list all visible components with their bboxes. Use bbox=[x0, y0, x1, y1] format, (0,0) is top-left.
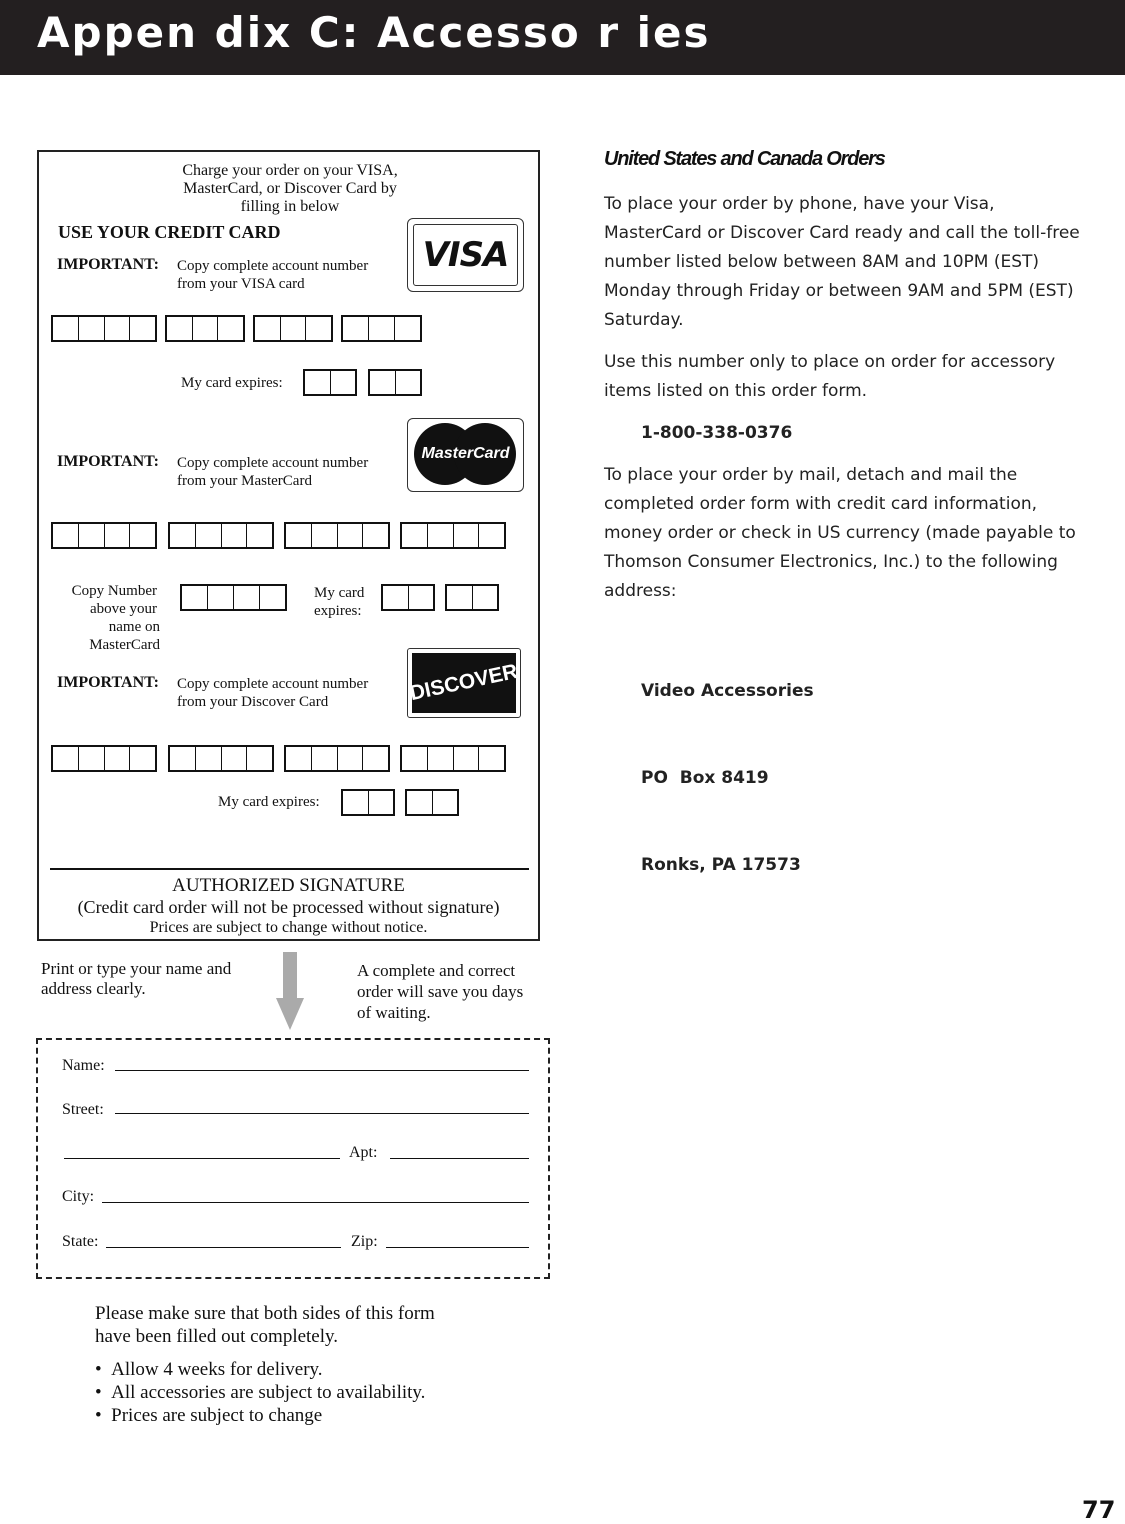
visa-logo bbox=[407, 218, 524, 292]
apt-label: Apt: bbox=[349, 1144, 378, 1161]
mastercard-important-label: IMPORTANT: bbox=[57, 453, 159, 470]
visa-number-group-1[interactable] bbox=[51, 315, 157, 342]
mastercard-expires-label: My card expires: bbox=[314, 585, 365, 619]
visa-number-group-2[interactable] bbox=[165, 315, 245, 342]
mastercard-copy-number-box[interactable] bbox=[180, 584, 287, 611]
page-number: 77 bbox=[1082, 1496, 1116, 1524]
visa-wordmark: VISA bbox=[422, 235, 509, 275]
list-item: • All accessories are subject to availability. bbox=[95, 1382, 426, 1403]
apt-field[interactable] bbox=[390, 1158, 529, 1159]
copy-number-label: Copy Number above your name on MasterCard bbox=[71, 583, 160, 653]
orders-heading: United States and Canada Orders bbox=[604, 148, 885, 170]
mastercard-number-group-3[interactable] bbox=[284, 522, 390, 549]
mastercard-expires-month[interactable] bbox=[381, 584, 435, 611]
city-field[interactable] bbox=[102, 1202, 529, 1203]
print-note: Print or type your name and address clearly. bbox=[41, 959, 232, 998]
city-label: City: bbox=[62, 1188, 95, 1205]
visa-important-label: IMPORTANT: bbox=[57, 256, 159, 273]
mastercard-logo bbox=[407, 418, 524, 492]
zip-label: Zip: bbox=[351, 1233, 378, 1250]
visa-expires-month[interactable] bbox=[303, 369, 357, 396]
discover-important-label: IMPORTANT: bbox=[57, 674, 159, 691]
mail-paragraph: To place your order by mail, detach and mail the completed order form with credit card information, money order or check in US currency (made payable to Thomson Consumer Electronics, Inc.) to the following address: bbox=[604, 465, 1076, 601]
list-item: • Prices are subject to change bbox=[95, 1405, 323, 1426]
mastercard-expires-year[interactable] bbox=[445, 584, 499, 611]
complete-note: A complete and correct order will save you days of waiting. bbox=[357, 961, 524, 1022]
discover-instruction: Copy complete account number from your Discover Card bbox=[177, 676, 369, 710]
visa-instruction: Copy complete account number from your VISA card bbox=[177, 258, 369, 292]
signature-line[interactable] bbox=[50, 868, 529, 870]
price-note: Prices are subject to change without notice. bbox=[149, 919, 428, 936]
signature-title: AUTHORIZED SIGNATURE bbox=[172, 875, 405, 896]
discover-logo bbox=[407, 648, 521, 718]
name-label: Name: bbox=[62, 1057, 105, 1074]
mastercard-wordmark: MasterCard bbox=[421, 445, 510, 462]
visa-expires-label: My card expires: bbox=[181, 375, 283, 391]
discover-expires-label: My card expires: bbox=[218, 794, 320, 810]
arrow-down-icon bbox=[272, 952, 308, 1032]
delivery-notes bbox=[95, 1358, 425, 1427]
mastercard-number-group-4[interactable] bbox=[400, 522, 506, 549]
discover-expires-year[interactable] bbox=[405, 789, 459, 816]
street-label: Street: bbox=[62, 1101, 104, 1118]
zip-field[interactable] bbox=[386, 1247, 529, 1248]
state-field[interactable] bbox=[106, 1247, 341, 1248]
name-field[interactable] bbox=[115, 1070, 529, 1071]
discover-wordmark: DISCOVER bbox=[407, 659, 520, 706]
street-line-2-field[interactable] bbox=[64, 1158, 340, 1159]
list-item: • Allow 4 weeks for delivery. bbox=[95, 1359, 323, 1380]
page-title: Appen dix C: Accesso r ies bbox=[37, 8, 711, 57]
visa-number-group-4[interactable] bbox=[341, 315, 422, 342]
street-field[interactable] bbox=[115, 1113, 529, 1114]
state-label: State: bbox=[62, 1233, 99, 1250]
completion-reminder: Please make sure that both sides of this form have been filled out completely. bbox=[95, 1303, 435, 1347]
usage-paragraph: Use this number only to place on order for accessory items listed on this order form. bbox=[604, 352, 1056, 401]
signature-note: (Credit card order will not be processed without signature) bbox=[77, 897, 500, 917]
phone-number: 1-800-338-0376 bbox=[641, 423, 793, 443]
mastercard-instruction: Copy complete account number from your MasterCard bbox=[177, 455, 369, 489]
discover-number-group-4[interactable] bbox=[400, 745, 506, 772]
mastercard-number-group-1[interactable] bbox=[51, 522, 157, 549]
visa-expires-year[interactable] bbox=[368, 369, 422, 396]
mastercard-number-group-2[interactable] bbox=[168, 522, 274, 549]
phone-paragraph: To place your order by phone, have your Visa, MasterCard or Discover Card ready and call the toll-free number listed below between 8AM and 10PM (EST) Monday through Friday or between 9AM and 5PM (EST) Saturday. bbox=[604, 194, 1080, 330]
discover-expires-month[interactable] bbox=[341, 789, 395, 816]
discover-number-group-3[interactable] bbox=[284, 745, 390, 772]
card-form-heading: USE YOUR CREDIT CARD bbox=[58, 222, 281, 242]
card-form-intro: Charge your order on your VISA, MasterCard, or Discover Card by filling in below bbox=[182, 162, 398, 215]
discover-number-group-2[interactable] bbox=[168, 745, 274, 772]
mailing-address: Video Accessories PO Box 8419 Ronks, PA 17573 bbox=[641, 681, 814, 875]
discover-number-group-1[interactable] bbox=[51, 745, 157, 772]
visa-number-group-3[interactable] bbox=[253, 315, 333, 342]
